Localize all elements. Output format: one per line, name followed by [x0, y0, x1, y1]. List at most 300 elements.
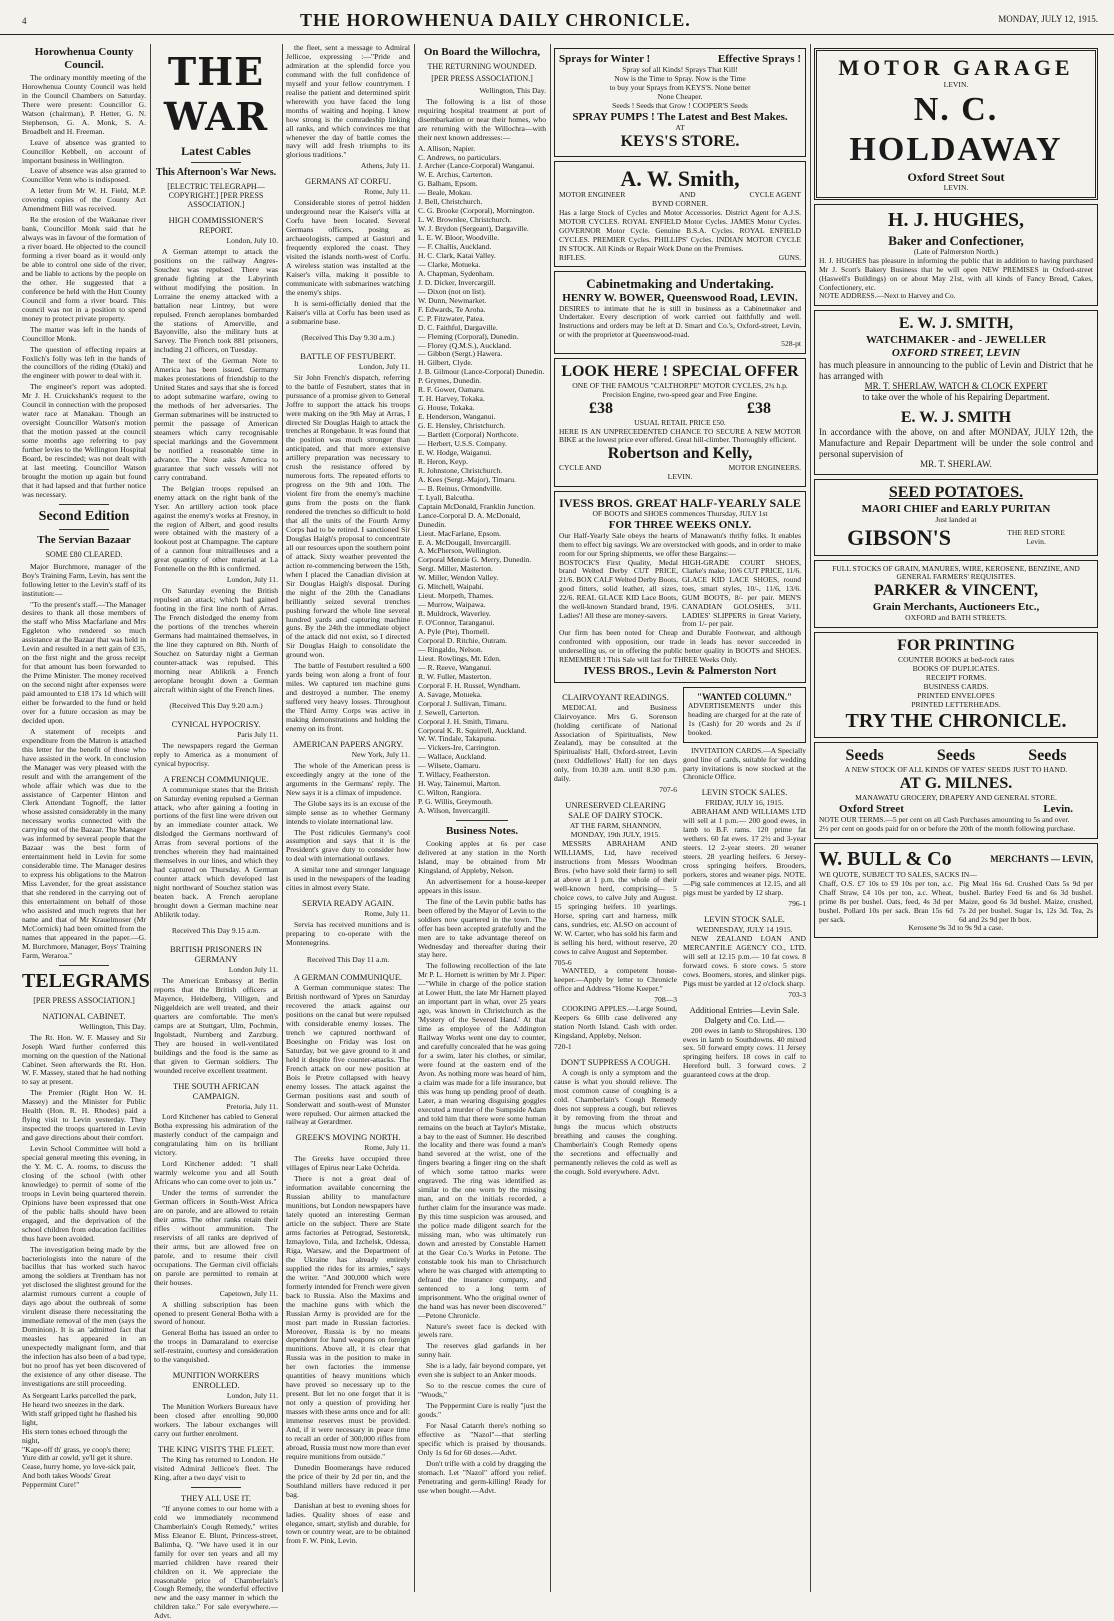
ewj2-mr: MR. T. SHERLAW. [920, 459, 992, 470]
dateline: Rome, July 11. [364, 1143, 410, 1153]
hughes-ad [814, 204, 1098, 306]
wounded-name: A. Wilson, Invercargill. [418, 806, 490, 816]
keys-pumps: SPRAY PUMPS ! The Latest and Best Makes. [572, 110, 788, 123]
wounded-name: Lieut. Morpeth, Thames. [418, 591, 494, 601]
ivess-right: HIGH-GRADE COURT SHOES, Clarke's make, 10/6 CUT PRICE, 11/6. GLACE KID LACE SHOES, round toes, smart styles, 10/-, 11/6, 13/6. GUM BOOTS, 8/- per pair. MEN'S CANADIAN GOLOSHES, 3/11. LADIES' SLIPPERS in Great Variety, from 1/- per pair. [682, 557, 801, 629]
wounded-name: H. Way, Tainemui, Marton. [418, 779, 501, 789]
divider [59, 529, 109, 530]
council-para: Re the erosion of the Waikanae river bank, Councillor Monk said that he always was in favour of the formation of a river board. He objected to the council forming a river board as it would only be able to control one side of the river, and be liable to actions by the people on the other. He suggested that a conference be held with the Hutt County Council and form a river board. This council was not in a position to spend money to protect private property. [22, 215, 146, 323]
potatoes-kinds: MAORI CHIEF and EARLY PURITAN [861, 502, 1051, 515]
bower-body: DESIRES to intimate that he is still in business as a Cabinetmaker and Undertaker. Every description of work carried out faithfully and well. Instructions and orders may be left at D. Smart and Co.'s, Oxford-street, Levin, or with the proprietor at Queenswood-road. [559, 303, 801, 340]
wounded-name: J. Sewell, Carterton. [418, 707, 480, 717]
wounded-name: P. G. Willis, Greymouth. [418, 797, 493, 807]
dateline: Wellington, This Day. [479, 85, 546, 95]
wounded-name: L. E. W. Bloor, Woodville. [418, 233, 499, 243]
wounded-name: G. Mitchell, Waipahi. [418, 582, 484, 592]
ewj2-name: E. W. J. SMITH [900, 408, 1012, 426]
wounded-name: Sergt. Miller, Masterton. [418, 564, 493, 574]
stock2-heading: LEVIN STOCK SALE. [704, 913, 785, 924]
war-para: The Globe says its is an excuse of the simple sense as to whether Germany intends to violate international law. [286, 798, 410, 826]
smith-guns: GUNS. [778, 252, 801, 262]
wounded-name: — B. Reinus, Ormondville. [418, 483, 502, 493]
cabinet-dateline: Wellington, This Day. [79, 1021, 146, 1031]
ivess-sub: OF BOOTS and SHOES commences Thursday, JULY 1st [592, 509, 768, 519]
issue-date: MONDAY, JULY 12, 1915. [998, 14, 1098, 24]
war-para: A communique states that the British on Saturday evening repulsed a German attack, who after gaining a footing in portions of the first line were driven out by an immediate counter attack. We dislodged the Germans northward of Arras from several portions of the trenches wherein they had maintained themselves in our lines, and which they had captured on Thursday. A German counter attack which developed last night northward of Souchez station was beaten back. A French aeroplane brought down a German machine near Ablikrik today. [154, 784, 278, 919]
garage-heading: MOTOR GARAGE [838, 55, 1074, 80]
classifieds-right [683, 687, 806, 1179]
wounded-name: W. J. Brydon (Sergeant), Dargaville. [418, 224, 529, 234]
returning-subheading: THE RETURNING WOUNDED. [427, 61, 537, 71]
ref: 703-3 [788, 989, 806, 999]
festubert-heading: BATTLE OF FESTUBERT. [300, 350, 396, 361]
wounded-name: Corporal J. H. Smith, Timaru. [418, 716, 509, 726]
wounded-name: H. C. Clark, Katai Valley. [418, 251, 496, 260]
wounded-name: — Herbert, U.S.S. Company. [418, 439, 507, 449]
holdaway-name: N. C. HOLDAWAY [849, 90, 1063, 169]
wounded-name: — Florey (Q.M.S.), Auckland. [418, 340, 512, 350]
milnes-name: G. MILNES. [924, 775, 1013, 793]
ivess-intro: Our Half-Yearly Sale obeys the hearts of Manawatu's thrifty folks. It enables them to effect big savings. We are overstocked with goods, and in order to make room for our Spring shipments, we offer these Bargains:— [559, 531, 801, 558]
wounded-name: R. F. Gower, Oamaru. [418, 385, 485, 395]
hughes-body: H. J. HUGHES has pleasure in informing the public that in addition to having purchased Mr J. Scott's Bakery Business that he will open NEW PREMISES in Oxford-street (Haswell's Buildings) on or about May 21st, with all kinds of Fancy Bread, Cakes, Confectionery, etc. [819, 256, 1093, 292]
bull-quote: WE QUOTE, SUBJECT TO SALES, SACKS IN— [819, 870, 977, 880]
classifieds [554, 687, 806, 1179]
wanted-col-body: ADVERTISEMENTS under this heading are charged for at the rate of 1s (Cash) for 20 words and 2s if booked. [688, 701, 801, 737]
divider [456, 820, 507, 821]
wounded-name: J. Archer (Lance-Corporal) Wanganui. [418, 161, 535, 171]
parker-ad [814, 560, 1098, 628]
wounded-name: W. W. Tindale, Takapuna. [418, 734, 497, 744]
ivess-heading: IVESS BROS. GREAT HALF-YEARLY SALE [559, 495, 801, 510]
printing-item: PRINTED ENVELOPES [917, 690, 995, 700]
apples-body: COOKING APPLES.—Large Sound, Keepers 6s 60lb case delivered any station North Island. Cash with order. Kingsland, Appleby, Nelson. [554, 1004, 677, 1041]
additional-body: 200 ewes in lamb to Shropshires. 130 ewes in lamb to Southdowns. 40 mixed sex. 50 forward empty cows. 11 Jersey springing heifers. 18 cows in calf to Hereford bull. 3 forward cows. 2 guaranteed cows at the drop. [683, 1025, 806, 1080]
war-para: The Post ridicules Germany's cool assumption and says that it is the President's grave duty to consider how to deal with international outlaws. [286, 827, 410, 864]
wounded-name: T. H. Harvey, Tokaka. [418, 394, 485, 404]
additional-heading: Additional Entries—Levin Sale. Dalgety and Co. Ltd.— [689, 1004, 800, 1025]
ref: 720-1 [554, 1042, 572, 1052]
masthead [0, 8, 1114, 35]
french-heading: A FRENCH COMMUNIQUE. [163, 773, 269, 784]
ivess-left: BOSTOCK'S First Quality, Medal brand Welted Derby CUT PRICE, 21/6. BOX CALF Welted Derby Boots, good fitters, solid leather, all sizes, 22/6. REAL GLACE KID Lace Boots, the well-known Standard brand, 19/6. Ladies'! All these are money-savers. [559, 557, 678, 620]
war-para: The Munition Workers Bureaux have been closed after enrolling 90,000 workers. The labour exchanges will carry out further enrolment. [154, 1402, 278, 1439]
smith-ad [554, 161, 806, 268]
telegraph-note: [ELECTRIC TELEGRAPH—COPYRIGHT.] [PER PRESS ASSOCIATION.] [167, 181, 265, 210]
business-notes [418, 840, 546, 1496]
page-number: 4 [22, 16, 27, 26]
clearing-body: MESSRS ABRAHAM AND WILLIAMS, Ltd, have received instructions from Messrs Woodman Bros. (who have sold their farm) to sell at above at 1 p.m. the whole of their well-known herd, comprising— 5 choice cows, to calve July and August. 15 springing heifers. 10 yearlings. Horse, spring cart and harness, milk cans, sundries, etc. ALSO on account of W. W. Carter, who has sold his farm and is selling his herd, without reserve, 20 cows to calve August and September. [554, 839, 677, 956]
cabinet-para: The Rt. Hon. W. F. Massey and Sir Joseph Ward further conferred this morning on the question of the National Cabinet. Seen afterwards the Rt. Hon. W. F. Massey, stated that he had nothing to say at present. [22, 1032, 146, 1087]
wounded-name: — Dixon (not on list). [418, 286, 486, 296]
war-para: Under the terms of surrender the German officers in South-West Africa are on parole, and are allowed to retain their arms. The other ranks retain their rifles without ammunition. The reservists of all ranks are deprived of their arms, but are allowed free on parole, and to resume their civil occupations. The German civil officials on parole are permitted to remain at their houses. [154, 1188, 278, 1287]
trade: CYCLE AND [559, 463, 602, 473]
wounded-name: — Wallace, Auckland. [418, 752, 487, 762]
sa-heading: THE SOUTH AFRICAN CAMPAIGN. [173, 1080, 259, 1101]
war-para: A similar tone and stronger language is used in the newspapers of the leading cities in almost every State. [286, 865, 410, 893]
bull-trade: MERCHANTS — LEVIN, [990, 854, 1093, 865]
wounded-name: — Gibbon (Sergt.) Hawera. [418, 349, 503, 359]
business-para: The following recollection of the late Mr P. L. Hornett is written by Mr J. Piper:—"While in charge of the police station at Lower Hutt, the late Mr Harnett played an important part in what, over 25 years ago, was known in Christchurch as the 'Mystery of the Severed Hand.' At that time as employee of the Addington Railway Works went one day to counter, and carefully concealed that he was going for a swim, later his clothes, or similar, were found at the eastern end of the Avon. As nothing more was heard of him, a claim was made for a life insurance, but this was hung up pending proof of death. Later, a man wearing disguising goggles executed a murder of the Sumpside Adam and told him that there were some human remains on the beach at Taylor's Mistake, a bay to the east of Sumner. He described the locality and there was found a man's hand severed at the wrist, one of the fingers bearing a finger ring on the shaft of which some tattoo marks were engraved. The ring was identified as similar to the one worn by the missing man, and on the initials recorded, a further claim for the insurance was made. By this time suspicion was aroused, and the police made diligent search for the missing man, who was ultimately run down and arrested by Constable Harnett at the Gear Co.'s Works in Petone. The constable took his man to Christchurch where he was charged with attempting to defraud the insurance company, and sentenced to a long term of imprisonment. Who the original owner of the hand was has never been discovered." —Petone Chronicle. [418, 961, 546, 1320]
telegrams-assoc: [PER PRESS ASSOCIATION.] [33, 996, 135, 1006]
council-para: A letter from Mr W. H. Field, M.P. covering copies of the County Act Amendment Bill was received. [22, 186, 146, 214]
business-para: An advertisement for a house-keeper appears in this issue. [418, 876, 546, 895]
war-para: The text of the German Note to America has been issued. Germany makes protestations of friendship to the United States and says that she is forced to adopt submarine warfare, owing to the methods of her adversaries. The German submarines will be instructed to permit the passage of American steamers which carry recognisable special markings and the Government be notified a reasonable time in advance. The Note asks America to guarantee that such vessels will not carry contraband. [154, 356, 278, 482]
printing-item: BUSINESS CARDS. [923, 681, 989, 691]
keys-line: None Cheaper. [657, 91, 703, 101]
dateline: London July 11. [228, 965, 278, 975]
business-heading: Business Notes. [445, 825, 519, 838]
smith-trade: MOTOR ENGINEER [559, 190, 626, 200]
wounded-name: D. C. Faithful, Dargaville. [418, 322, 498, 332]
wounded-name: R. Heron, Keyp. [418, 456, 468, 466]
wounded-name: F. O'Connor, Taranganui. [418, 618, 495, 628]
keys-ad [554, 48, 806, 157]
telegrams-heading: TELEGRAMS [22, 969, 150, 992]
dateline: Rome, July 11. [364, 187, 410, 197]
advert-para: Danishan at best to evening shoes for ladies. Quality shoes of ease and elegance, smart, stylish and durable, for town or country wear, are to be obtained from F. W. Pink, Levin. [286, 1500, 410, 1546]
received-note: Received This Day 9.15 a.m. [171, 926, 261, 936]
wounded-name: — Bartlett (Corporal) Northcote. [418, 430, 519, 440]
wounded-name: Corporal F. H. Russel, Wyndham. [418, 680, 521, 690]
keys-store-name: KEYS'S STORE. [620, 132, 740, 150]
wounded-name: Lieut. MacFarlane, Epsom. [418, 528, 501, 538]
ewj-over: to take over the whole of his Repairing Department. [862, 391, 1050, 402]
ad-text: "If anyone comes to our home with a cold we immediately recommend Chamberlain's Cough Remedy," writes Miss Eleanor E. Blunt, Princess-street, Balimba, Q. "We have used it in our family for over ten years and all my married children have reared their children on it. We appreciate the reasonable price of Chamberlain's Cough Remedy, the wonderful effective new and the easy manner in which the children take." For sale everywhere.—Advt. [154, 1503, 278, 1621]
column-5 [554, 44, 811, 1592]
war-para: General Botha has issued an order to the troops in Damaraland to exercise self-restraint, courtesy and consideration to the vanquished. [154, 1328, 278, 1365]
dateline: Rome, July 11. [364, 909, 410, 919]
keys-line: Seeds ! Seeds that Grow ! COOPER'S Seeds [612, 100, 748, 110]
garage-ad [814, 48, 1098, 200]
divider [59, 965, 109, 966]
try-chronicle: TRY THE CHRONICLE. [845, 709, 1067, 732]
poem-line: Cease, hurry home, yo love-sick pair, And both takes Woods' Great Peppermint Cure!" [22, 1462, 136, 1490]
wounded-name: Captain McDonald, Franklin Junction. [418, 501, 536, 511]
king-heading: THE KING VISITS THE FLEET. [158, 1444, 274, 1455]
ewj2-body: In accordance with the above, on and after MONDAY, JULY 12th, the Manufacture and Repair Department will be under the sole control and personal supervision of [819, 427, 1093, 459]
wounded-name: G. Balham, Epsom. [418, 179, 478, 189]
war-para: The newspapers regard the German reply to America as a monument of cynical hypocrisy. [154, 740, 278, 768]
wounded-name: A. Kees (Sergt.-Major), Timaru. [418, 474, 516, 484]
ref: 796-1 [788, 898, 806, 908]
wounded-name: Corporal K. R. Squirrell, Auckland. [418, 725, 527, 735]
invitation-body: INVITATION CARDS.—A Specially good line of cards, suitable for wedding party invitations is now stocked at the Chronicle Office. [683, 745, 806, 782]
seeds-stock: A NEW STOCK OF ALL KINDS OF YATES' SEEDS JUST TO HAND. [844, 765, 1068, 775]
received-note: (Received This Day 9.20 a.m.) [169, 701, 263, 711]
wounded-name: — Murrow, Waipawa. [418, 600, 486, 610]
war-para: Lord Kitchener has cabled to General Botha expressing his admiration of the masterly conduct of the campaign and congratulating him on its brilliant victory. [154, 1112, 278, 1158]
wounded-name: J. D. Dicker, Invercargill. [418, 277, 496, 287]
printing-item: RECEIPT FORMS. [925, 672, 987, 682]
wounded-name: T. Willacy, Featherston. [418, 770, 491, 780]
ewj-name: E. W. J. SMITH, [898, 315, 1014, 333]
wounded-name: J. B. Gilmour (Lance-Corporal) Dunedin. [418, 367, 545, 377]
council-heading: Horowhenua County Council. [34, 46, 134, 71]
hughes-name: H. J. HUGHES, [887, 209, 1025, 232]
wounded-name: R. Johnstone, Christchurch. [418, 465, 503, 475]
wounded-name: J. Bell, Christchurch. [418, 197, 483, 207]
seeds-note: NOTE OUR TERMS.—5 per cent on all Cash Purchases amounting to 5s and over. [819, 814, 1070, 824]
greeks-heading: GREEK'S MOVING NORTH. [295, 1132, 401, 1143]
wounded-name: — R. Reeve, Wanganui. [418, 662, 492, 672]
stock2-date: WEDNESDAY, JULY 14 1915. [696, 924, 793, 934]
bower-ref: 528-pt [781, 339, 801, 349]
seeds-at: AT [899, 775, 921, 793]
ivess-ad [554, 491, 806, 683]
poem-line: He heard two sneezes in the dark. [22, 1399, 125, 1409]
cough-body: A cough is only a symptom and the cause is what you should relieve. The most common cause of coughing is a cold. Chamberlain's Cough Remedy does not suppress a cough, but relieves it by removing from the throat and lungs the mucus which obstructs breathing and causes the coughing. Chamberlain's Cough Remedy opens the secretions and effectually and permanently relieves the cold as well as the cough. Sold everywhere. Advt. [554, 1068, 677, 1176]
dateline: London, July 11. [226, 575, 278, 585]
dateline: Paris July 11. [237, 729, 278, 739]
war-para: Considerable stores of petrol hidden underground near the Kaiser's villa at Corfu have been located. Several Germans officers, posing as archaeologists, camped at Gasturi and frequently explored the coast. They visited the islands north-west of Corfu. A wireless station was installed at the Kaiser's villa, making it possible to communicate with submarines watching the enemy's ships. [286, 198, 410, 297]
war-para: The whole of the American press is exceedingly angry at the tone of the arguments in the Germans' reply. The New says it is a climax of impudence. [286, 760, 410, 797]
printing-item: BOOKS OF DUPLICATES. [912, 663, 1000, 673]
bazaar-para: "To the present's staff.—The Manager desires to thank all those members of the staff who Miss Macfarlane and Mrs Eggleton who rendered so much assistance at the Bazaar that was held in Levin and resulted in a nett gain of £35, on the first night and the gross receipt for that amount has been forwarded to the Prime Minister. The money received on the second night after expenses were paid amounted to £18 17s 1d which will either be forwarded to the fund or held over for a future occasion as may be decided upon. [22, 599, 146, 725]
wounded-name: Corporal D. Ritchie, Outram. [418, 635, 507, 645]
wounded-name: A. Allison, Napier. [418, 143, 476, 153]
wounded-name: A. Chapman, Sydenham. [418, 268, 495, 278]
ewj-street: OXFORD STREET, LEVIN [891, 347, 1021, 360]
printing-item: COUNTER BOOKS at bed-rock rates [898, 655, 1014, 664]
wounded-name: A. McPherson, Wellington. [418, 546, 501, 556]
bazaar-para: A statement of receipts and expenditure from the Matron is attached this letter for the benefit of those who have assisted in the work. In conclusion the Manager was very pleased with the result and with the arrangement of the whole affair which was due to the assistance of Carpenter Hinton and Clerk Attendant Tognoff, the latter whose assisted considerably in the many necessary works connected with the carrying out of the Bazaar. The Manager was informed by several people that the Bazaar was the best form of entertainment held in Levin for some considerable time. The Manager desires to express his obligations to the Matron Miss Lavender, for the great assistance that she rendered in the carrying out of this entertainment on behalf of those who assisted and much regrets that her name and that of Mr Krauelmoser (Mr McCormick) had been omitted from the names that appeared in the paper.—G. M. Burchmore, Manager, Boys' Training Farm, Weraroa." [22, 726, 146, 960]
smith-trade: CYCLE AGENT [749, 190, 801, 200]
seeds-street: Oxford Street [839, 802, 904, 815]
poem-line: His stern tones echoed through the night, [22, 1426, 128, 1445]
second-edition-heading: Second Edition [38, 508, 130, 524]
wounded-name: Lieut. Rowlings, Mt. Eden. [418, 653, 501, 663]
prisoners-heading: BRITISH PRISONERS IN GERMANY [169, 944, 263, 965]
printing-ad [814, 632, 1098, 738]
bull-left: Chaff, O.S. £7 10s to £9 10s per ton, a.c. Chaff Straw, £4 10s per ton, a.c. Wheat, prime 8s per bushel. Oats, feed, 4s 3d per bushel. Pollard 10s per sack. Bran 15s 6d per sack. [819, 879, 953, 924]
war-para: The Belgian troops repulsed an enemy attack on the right bank of the Yser. An artillery action took place against the enemy's works at Fresnoy, in the region of Albert, and good results were obtained with the mastery of a lookout post at Champagne. The capture of a cannon four mitrailleuses and a great quantity of other material at La Fontenelle on the 8th is confirmed. [154, 483, 278, 574]
poem-line: As Sergeant Larks parcelled the park, [22, 1390, 137, 1400]
wounded-name: H. Gilbert, Clyde. [418, 358, 473, 368]
business-para: She is a lady, fair beyond compare, yet even she is subject to an Anker moods. [418, 1361, 546, 1380]
council-para: The engineer's report was adopted. Mr J. H. Cruickshank's request to the Council in connection with the proposed water race at Manakau. Though an oversight Councillor Watson's motion that the motion passed at the council some months ago referring to pay further levies to the Wellington Hospital Board, be rescinded; was not dealt with at last meeting. Councillor Watson brought the motion up again but found that it had lapsed and that further notice was necessary. [22, 382, 146, 499]
business-para: Nature's sweet face is decked with jewels rare. [418, 1321, 546, 1340]
business-para: Don't trifle with a cold by dragging the stomach. Let "Nazol" afford you relief. Penetrating and germ-killing! Ready for use when bought.—Advt. [418, 1458, 546, 1495]
seeds-word: Seeds [936, 747, 976, 765]
bower-ad [554, 271, 806, 354]
bull-ad [814, 843, 1098, 939]
wounded-name: C. P. Fitzwater, Patea. [418, 313, 485, 323]
war-para: It is semi-officially denied that the Kaiser's villa at Corfu has been used as a submarine base. [286, 298, 410, 326]
war-para: Lord Kitchener added: "I shall warmly welcome you and all South Africans who can come over to join us." [154, 1159, 278, 1187]
cynical-heading: CYNICAL HYPOCRISY. [171, 718, 261, 729]
parker-name: PARKER & VINCENT, [873, 582, 1038, 600]
keys-line: to buy your Sprays from KEYS'S. None better [609, 82, 751, 92]
trade: MOTOR ENGINEERS. [728, 463, 801, 473]
column-4 [418, 44, 551, 1592]
dateline: London, July 11. [226, 1391, 278, 1401]
gibsons-name: GIBSON'S [847, 524, 952, 550]
cabinet-para: Levin School Committee will hold a special general meeting this evening, in the Y. M. C. A. rooms, to discuss the closing of the school (with other knowledge) to permit of some of the troops in Levin being quartered therein. Opinions have been expressed that one of the public halls should have been engaged, and the deprivation of the school children from education facilities thus have been avoided. [22, 1144, 146, 1243]
business-para: So to the rescue comes the cure of "Woods," [418, 1381, 546, 1400]
potatoes-ad [814, 479, 1098, 556]
received-note: (Received This Day 9.30 a.m.) [301, 333, 395, 343]
wounded-name: A. Savage, Motueka. [418, 689, 482, 699]
war-para: Dunedin Boomerangs have reduced the price of their by 2d per tin, and the Southland millers have reduced it per bag. [286, 1462, 410, 1499]
munition-heading: MUNITION WORKERS ENROLLED. [172, 1370, 260, 1391]
wounded-name: C. Andrews, no particulars. [418, 152, 502, 162]
wounded-name: P. Grymes, Dunedin. [418, 376, 482, 386]
garage-street: Oxford Street Sout [907, 170, 1005, 185]
wounded-name: — Vickers-Ire, Carrington. [418, 743, 501, 753]
intro-para: The following is a list of those requiring hospital treatment at port of disembarkation or near their homes, who are returning with the Willochra—with their next known addresses:— [418, 96, 546, 142]
wounded-name: C. Wilton, Rangiora. [418, 788, 482, 798]
lookhere-heading: LOOK HERE ! SPECIAL OFFER [561, 362, 799, 380]
wounded-name: — Ringaldo, Nelson. [418, 644, 483, 654]
received-note: Received This Day 11 a.m. [306, 954, 390, 964]
keys-line: Spray sof all Kinds! Sprays That Kill! [622, 64, 738, 74]
seeds-trade: MANAWATU GROCERY, DRAPERY AND GENERAL STORE. [855, 793, 1057, 803]
war-para: A shilling subscription has been opened to present General Botha with a sword of honour. [154, 1299, 278, 1327]
poem [22, 1392, 146, 1490]
stock-date: FRIDAY, JULY 16, 1915. [705, 798, 784, 808]
war-para: Sir John French's dispatch, referring to the battle of Festubert, states that in pursuance of a promise given to General Joffre to support the attack his troops were making on the 9th May at Arras, I directed Sir Douglas Haigh to attack the trenches at Rongebaue. It was found that the position was much stronger than anticipated, and that more extensive artillery preparation was necessary to crush the resistance offered by numerous forts. The repeated efforts to progress on the 9th and 10th. The violent fire from the enemy's machine guns from the posts on the flank rendered the trenches so difficult to hold that all the units of the Fourth Army Corps had to be retired. I sanctioned Sir Douglas Haigh's proposal to concentrate all our resources upon the southern point of attack. Sixty weather prevented the action re-commencing between the 15th, when I placed the Canadian division at Sir Douglas Haigh's disposal. During the night of the 20th the Canadians brilliantly seized several trenches pushing forward the whole line several hundred yards and capturing machine guns. By the 24th the immediate object of the attack did not exist, so I directed Sir Douglas Haigh to consolidate the ground won. [286, 372, 411, 660]
war-para: The Greeks have occupied three villages of Epirus near Lake Ochrida. [286, 1154, 410, 1173]
servia-heading: SERVIA READY AGAIN. [302, 898, 394, 909]
price: £38 [747, 399, 771, 417]
war-para: The battle of Festubert resulted a 600 yards being won along a front of four miles. We captured ten machine guns and destroyed a number. The enemy suffered very heavy losses. Throughout the Third Army Corps was active in making demonstrations and holding the enemy on its front. [286, 661, 410, 733]
wounded-name: Lance-Corporal D. A. McDonald, Dunedin. [418, 510, 521, 529]
cabinet-para: The Premier (Right Hon W. H. Massey) and the Minister for Public Health (Hon. R. H. Rhodes) paid a flying visit to Levin yesterday. They inspected the troops quartered in Levin and gave directions about their comfort. [22, 1088, 146, 1143]
potatoes-heading: SEED POTATOES. [888, 483, 1024, 501]
keys-right-heading: Effective Sprays ! [717, 53, 801, 65]
divider [191, 162, 241, 163]
willochra-heading: On Board the Willochra, [423, 46, 541, 58]
clearing-place: AT THE FARM, SHANNON, [569, 821, 662, 831]
printing-item: PRINTED LETTERHEADS. [911, 699, 1001, 709]
council-para: The question of effecting repairs at Foxlich's folly was left in the hands of the councillors of the riding (Otaki) and the engineer with power to deal with it. [22, 344, 146, 381]
bower-heading: Cabinetmaking and Undertaking. [586, 276, 774, 292]
wanted-body: WANTED, a competent house-keeper.—Apply by letter to Chronicle office and Address "Home Keeper." [554, 966, 677, 994]
stock2-body: NEW ZEALAND LOAN AND MERCANTILE AGENCY CO., LTD. will sell at 12.15 p.m.— 10 fat cows. 8 forward cows. 6 store cows. 5 store cows. Boomers, stores, and slinker pigs. Pigs must be yarded at 12 o'clock sharp. [683, 933, 806, 988]
cabinet-para: The investigation being made by the bacteriologists into the nature of the bacillus that has worked such havoc among the soldiers at Trentham has not yet disclosed the slightest ground for the alarmist rumours current a couple of days ago about the outbreak of some virulent disease there necessitating the immediate removal of the men (says the Dominion). It is an 'admitted fact that measles has appeared in an unexpectedly malignant form, and that the infection has also been of a bad type, but no proof has yet been discovered of the existence of any other disease. The investigations are still proceeding. [22, 1244, 146, 1388]
wounded-name: L. W. Brownlee, Christchurch. [418, 215, 512, 225]
wounded-name: W. Dunn, Newmarket. [418, 295, 487, 305]
press-assoc: [PER PRESS ASSOCIATION.] [431, 74, 533, 84]
latest-cables: Latest Cables [181, 143, 251, 158]
cough-heading: DON'T SUPPRESS A COUGH. [560, 1057, 671, 1068]
wounded-name: — Fleming (Corporal), Dunedin. [418, 331, 519, 341]
wounded-name: Corporal Menzie G. Merry, Dunedin. [418, 555, 532, 565]
parker-trade: Grain Merchants, Auctioneers Etc., [872, 601, 1040, 614]
garage-levin: LEVIN. [943, 79, 969, 89]
hughes-late: (Late of Palmerston North.) [913, 247, 999, 257]
wounded-name: G. E. Hensley, Christchurch. [418, 421, 506, 431]
seeds-word: Seeds [1028, 747, 1067, 765]
usual-price: USUAL RETAIL PRICE £50. [634, 417, 726, 427]
stock-body: ABRAHAM AND WILLIAMS LTD will sell at 1 p.m.— 200 good ewes, in lamb to B.F. rams. 120 prime fat wethers. 60 fat ewes. 17 2½ and 3-year steers. 12 2-year steers. 20 weaner steers. 28 yearling heifers. 6 Jersey-cross springing heifers. Brooders, porkers, stores and weaner pigs. NOTE.—Pig sale commences at 12.15, and all pigs must be yarded by 12 sharp. [683, 807, 806, 897]
wanted-col-heading: "WANTED COLUMN." [697, 691, 792, 702]
ewj-trade: WATCHMAKER - and - JEWELLER [865, 334, 1047, 347]
smith-and: AND [679, 190, 696, 200]
wounded-list [418, 145, 546, 816]
war-para: The American Embassy at Berlin reports that the British officers at Mayence, Heidelberg, Villigen, and Niggeldeich are well treated, and their quarters are comfortable. The men's camps are at Stuttgart, Ulm, Pochmin, Ingolstadt, Nurnberg and Zarzburg. They are housed in well-ventilated buildings and the food is the same as that given to German soldiers. The wounded receive excellent treatment. [154, 976, 278, 1075]
bower-name: HENRY W. BOWER, Queenswood Road, LEVIN. [562, 291, 798, 304]
wounded-name: W. Miller, Wendon Valley. [418, 573, 499, 583]
town: LEVIN. [667, 471, 693, 481]
wounded-name: — Clarke, Motueka. [418, 259, 481, 269]
ewj-expert: MR. T. SHERLAW, WATCH & CLOCK EXPERT [864, 381, 1048, 392]
war-para: A German attempt to attack the positions on the railway Angres-Souchez was repulsed. There was grenade fighting at the Labyrinth without modifying the position. In Lorraine the enemy attacked with a battalion near Lintrey, but were repulsed. French aeroplanes bombarded the stations of Amerville, and Bayonville, also the military huts at Sarvey. The French took 881 prisoners, including 21 officers, on Tuesday. [154, 246, 278, 355]
parker-streets: OXFORD and BATH STREETS. [905, 613, 1007, 623]
wounded-name: E. Henderson, Wanganui. [418, 412, 496, 422]
column-2 [154, 44, 283, 1621]
keys-left-heading: Sprays for Winter ! [559, 53, 651, 65]
ivess-weeks: FOR THREE WEEKS ONLY. [608, 519, 752, 532]
seeds-town: Levin. [1043, 802, 1073, 815]
column-6 [814, 44, 1098, 1592]
dateline: London, July 11. [358, 361, 410, 371]
hughes-trade: Baker and Confectioner, [888, 232, 1024, 248]
business-para: The reserves glad garlands in her sunny hair. [418, 1341, 546, 1360]
lookhere-body: HERE IS AN UNPRECEDENTED CHANCE TO SECURE A NEW MOTOR BIKE at the lowest price ever offered. Great hill-climber. Thoroughly efficient. [559, 426, 801, 445]
dateline: Capetown, July 11. [219, 1288, 278, 1298]
wanted-column-box [683, 687, 806, 743]
war-para: A German communique states: The British northward of Ypres on Saturday recovered the attack against our positions on the canal but were repulsed with considerable enemy losses. The trench we captured northward of Boesinghe on Friday was lost on Saturday, but we gave ground to it and held it despite five counter-attacks. The French attack on our new position at Bois le Pretre collapsed with heavy enemy losses. The attack against the German positions east and south of Sonderwatt and south-west of Munster were repulsed. Our airmen attacked the railway at Gerardmer. [286, 983, 410, 1127]
bazaar-para: Major Burchmore, manager of the Boy's Training Farm, Levin, has sent the following letter to the Levin's staff of its institution:— [22, 561, 146, 598]
commissioner-heading: HIGH COMMISSIONER'S REPORT. [168, 214, 264, 235]
ewj-body: has much pleasure in announcing to the public of Levin and District that he has arranged with [819, 360, 1093, 381]
war-para: There is not a great deal of information available concerning the Russian ability to manufacture munitions, but London newspapers have lately quoted an interesting German article on the subject. There are State arms factories at Petrograd, Sestoretsk, Izmaylovo, Tula, and Izchelsk, Odessa, Riga, Warsaw, and the Department of the Ukraine has already entirely supplied the rides for its armies," says the writer. "And 300,000 which were formerly intended for French were given back to Russia. Also the Maxims and the machine guns with which the Russian Army is provided are for the most part made in Russian factories. Moreover, Russia is by no means dependent for hand weapons on foreign munitions. Above all, it is clear that Russia was in the position to make in her own factories the immense quantities of heavy munitions which have proved so necessary up to the present. But let no one forget that it is not only a question of providing her masses with these arms once and for all: immense reserves must be provided. And, if it were necessary in peace time to recall an order of 300,000 rifles from abroad, Russia must now more than ever require munitions from outside." [286, 1174, 410, 1461]
stock-heading: LEVIN STOCK SALES. [701, 787, 788, 798]
war-heading: THE WAR [163, 49, 269, 139]
business-para: The Peppermint Cure is really "just the goods." [418, 1401, 546, 1420]
wounded-name: A. Pyle (Pte), Thornell. [418, 627, 490, 637]
robertson-kelly: Robertson and Kelly, [607, 445, 753, 463]
column-1 [22, 44, 151, 1592]
ivess-footer: Our firm has been noted for Cheap and Durable Footwear, and although confronted with opposition, our trade in leads has never succeeded in underselling us, or in offering the public better quality in BOOTS and SHOES. REMEMBER ! This Sale will last for THREE Weeks Only. [559, 628, 801, 664]
divider [191, 1487, 241, 1488]
dateline: New York, July 11. [351, 749, 410, 759]
jellicoe-para: the fleet, sent a message to Admiral Jellicoe, expressing :—"Pride and admiration at the splendid force you command with the full confidence of myself and your fellow countrymen. I realise the patient and determined spirit wherewith you have faced the long months of waiting and hoping. I know how strong is the comradeship linking all ranks, and which convinces me that whenever the day of battle comes the navy will add fresh triumphs to its glorious traditions." [286, 43, 410, 160]
cabinet-heading: NATIONAL CABINET. [42, 1010, 126, 1021]
corfu-heading: GERMANS AT CORFU. [304, 176, 392, 187]
council-para: The ordinary monthly meeting of the Horowhenua County Council was held in the Council Chambers on Saturday. There were present: Councillor G. Watson (chairman), P. Hetter, G. N. Stephenson, G. A. Monk, S. A. Broadbelt and H. Freeman. [22, 72, 146, 136]
hughes-note: NOTE ADDRESS.—Next to Harvey and Co. [819, 291, 956, 301]
smith-corner: BYND CORNER. [651, 199, 709, 209]
wounded-name: R. W. Fuller, Masterton. [418, 671, 492, 681]
council-para: The matter was left in the hands of Councillor Monk. [22, 324, 146, 343]
seeds-credit: 2½ per cent on goods paid for on or before the 20th of the month following purchase. [819, 823, 1076, 833]
smith-name: A. W. Smith, [620, 165, 740, 191]
lookhere-ad [554, 358, 806, 487]
lookhere-line: ONE OF THE FAMOUS "CALTHORPE" MOTOR CYCLES, 2¾ h.p. Precision Engine, two-speed gear and Free Engine. [572, 380, 788, 399]
ref: 705-6 [554, 957, 572, 967]
potatoes-store: THE RED STORE [1007, 527, 1065, 537]
business-para: Cooking apples at 6s per case delivered at any station in the North Island, may be obtained from Mr Kingsland, of Appleby, Nelson. [418, 839, 546, 875]
war-para: On Saturday evening the British repulsed an attack; which had gained footing in the first line north of Arras. The French dislodged the enemy from the portions of the trenches wherein Germans had maintained themselves, in the line they captured on 8th. North of Souchez on Saturday night a German counter-attack was repulsed. This morning near Ablikrik a French aeroplane brought down a German aircraft within sight of the French lines. [154, 586, 278, 694]
dateline: London, July 10. [226, 235, 278, 245]
dateline: Athens, July 11. [360, 161, 410, 171]
wounded-name: — Beale, Mokau. [418, 188, 472, 198]
smith-body: Has a large Stock of Cycles and Motor Accessories. District Agent for A.J.S. MOTOR CYCLES. ROYAL ENFIELD Motor Cycles. JAMES Motor Cycles. GOVERNOR Motor Cycle. Genuine B.S.A. Cycles. ROYAL ENFIELD CYCLES. PREMIER Cycles. PHILLIPS' Cycles. INDIAN MOTOR CYCLE IN STOCK. All Kinds or Repair Work Done on the Premises. [559, 208, 801, 253]
classifieds-left [554, 687, 677, 1179]
wounded-name: — Wilsete, Oamaru. [418, 761, 481, 771]
war-para: Servia has received munitions and is preparing to co-operate with the Montenegrins. [286, 920, 410, 948]
bazaar-subheading: SOME £80 CLEARED. [45, 550, 123, 560]
german-heading: A GERMAN COMMUNIQUE. [293, 972, 403, 983]
business-para: The fine of the Levin public baths has been offered by the Mayor of Levin to the soldiers now quartered in the town. The offer has been accepted gratefully and the men are to take advantage thereof on Wednesday and thereafter during their stay here. [418, 896, 546, 960]
angry-heading: AMERICAN PAPERS ANGRY. [292, 738, 404, 749]
smith-rifles: RIFLES. [559, 252, 586, 262]
potatoes-town: Levin. [1026, 536, 1046, 546]
parker-body: FULL STOCKS OF GRAIN, MANURES, WIRE, KEROSENE, BENZINE, AND GENERAL FARMERS' REQUISITES. [832, 563, 1080, 582]
